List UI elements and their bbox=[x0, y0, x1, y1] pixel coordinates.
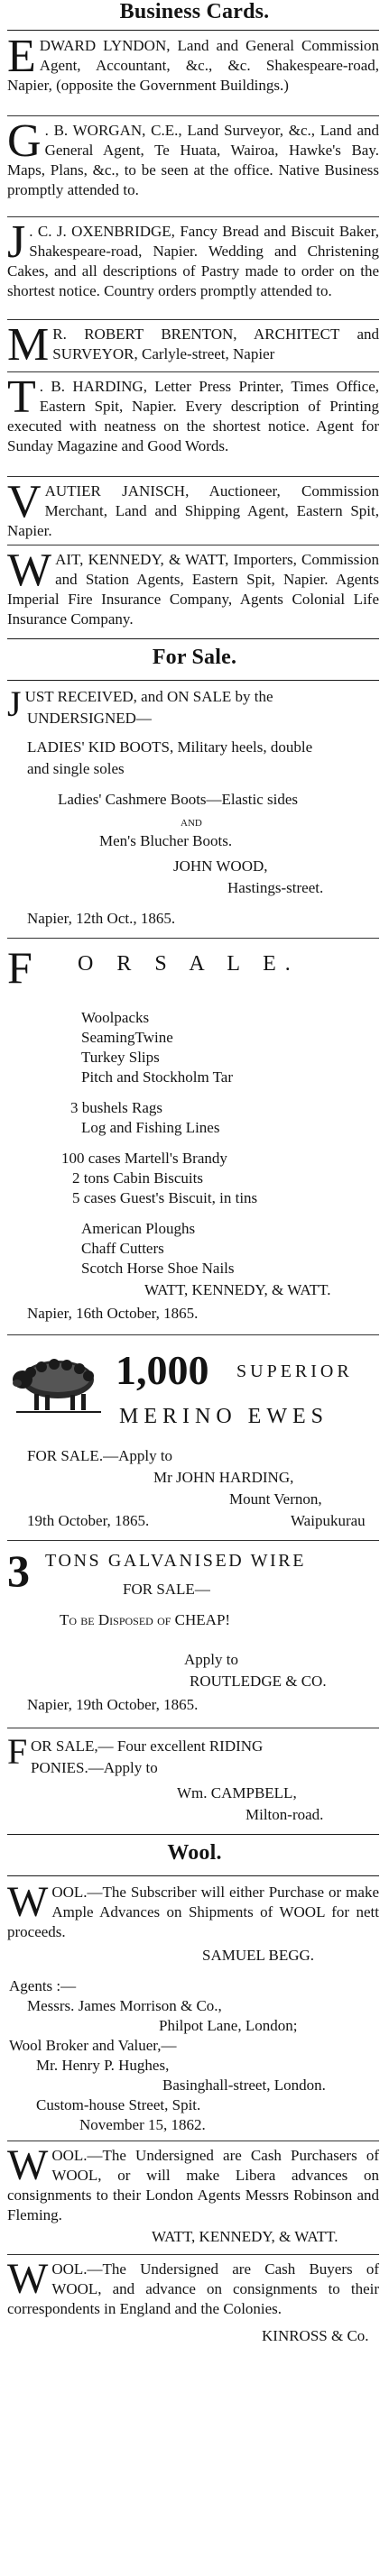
ad-text: PONIES.—Apply to bbox=[31, 1759, 158, 1776]
divider bbox=[7, 1875, 379, 1876]
card-text: DWARD LYNDON, Land and General Commission Agent, Accountant, &c., &c. Shakespeare-road, Napier, (opposite the Government Buildings.) bbox=[7, 37, 379, 94]
ad-text: AND bbox=[181, 818, 202, 829]
divider bbox=[7, 30, 379, 31]
ad-date: November 15, 1862. bbox=[79, 2116, 206, 2133]
ad-date: Napier, 12th Oct., 1865. bbox=[27, 910, 176, 927]
ad-text: OR SALE,— Four excellent RIDING bbox=[31, 1737, 264, 1755]
ad-signature: ROUTLEDGE & CO. bbox=[190, 1673, 327, 1690]
ad-text: OOL.—The Undersigned are Cash Purchasers of WOOL, or will make Libera advances on consignments to their London Agents Messrs Robinson and Fleming. bbox=[7, 2147, 379, 2223]
ad-text: Basinghall-street, London. bbox=[162, 2076, 326, 2094]
list-item: 3 bushels Rags bbox=[70, 1099, 162, 1116]
drop-cap: V bbox=[7, 476, 42, 527]
card-text: AUTIER JANISCH, Auctioneer, Commission Merchant, Land and Shipping Agent, Eastern Spit, Napier. bbox=[7, 482, 379, 539]
drop-cap: F bbox=[7, 1731, 28, 1772]
divider bbox=[7, 1834, 379, 1835]
ad-text: Men's Blucher Boots. bbox=[99, 832, 233, 849]
business-card bbox=[7, 115, 379, 207]
ad-text: FOR SALE— bbox=[123, 1581, 210, 1598]
ad-signature: KINROSS & Co. bbox=[262, 2327, 369, 2344]
drop-cap: F bbox=[7, 942, 32, 993]
ad-text: LADIES' KID BOOTS, Military heels, double bbox=[27, 738, 313, 756]
drop-cap: W bbox=[7, 1878, 49, 1926]
business-card bbox=[7, 476, 379, 541]
ad-text: Philpot Lane, London; bbox=[159, 2017, 298, 2034]
ad-text: UNDERSIGNED— bbox=[27, 710, 152, 727]
divider bbox=[7, 319, 379, 320]
drop-cap: J bbox=[7, 216, 26, 268]
ad-text: and single soles bbox=[27, 760, 125, 777]
ad-heading: O R S A L E. bbox=[78, 952, 300, 976]
drop-cap: W bbox=[7, 2255, 49, 2303]
section-title-wool: Wool. bbox=[167, 1841, 222, 1865]
list-item: 100 cases Martell's Brandy bbox=[61, 1150, 227, 1167]
card-text: . B. WORGAN, C.E., Land Surveyor, &c., Land and General Agent, Te Huata, Wairoa, Hawke's Bay. Maps, Plans, &c., to be seen at the office. Native Business promptly attended to. bbox=[7, 122, 379, 198]
ad-signature: Wm. CAMPBELL, bbox=[177, 1784, 297, 1801]
wool-ad bbox=[7, 2255, 379, 2323]
business-card bbox=[7, 545, 379, 629]
drop-cap: 3 bbox=[7, 1545, 30, 1596]
ad-address: Hastings-street. bbox=[227, 879, 324, 896]
divider bbox=[7, 115, 379, 116]
section-title-business-cards: Business Cards. bbox=[119, 0, 270, 23]
drop-cap: T bbox=[7, 371, 36, 423]
business-card bbox=[7, 371, 379, 472]
ad-signature: Mr JOHN HARDING, bbox=[153, 1469, 294, 1486]
ad-date: 19th October, 1865. bbox=[27, 1512, 150, 1529]
ad-signature: SAMUEL BEGG. bbox=[202, 1947, 315, 1964]
ad-text: FOR SALE.—Apply to bbox=[27, 1447, 173, 1464]
section-title-for-sale: For Sale. bbox=[152, 646, 237, 669]
list-item: Pitch and Stockholm Tar bbox=[81, 1068, 234, 1086]
ad-text: Apply to bbox=[184, 1651, 238, 1668]
divider bbox=[7, 1540, 379, 1541]
drop-cap: M bbox=[7, 319, 50, 371]
ad-heading: TONS GALVANISED WIRE bbox=[45, 1551, 307, 1571]
divider bbox=[7, 1334, 379, 1335]
ad-text: Agents :— bbox=[9, 1977, 77, 1994]
ad-text: Mr. Henry P. Hughes, bbox=[36, 2057, 170, 2074]
list-item: Chaff Cutters bbox=[81, 1240, 164, 1257]
ad-heading: MERINO EWES bbox=[119, 1405, 329, 1428]
card-text: . C. J. OXENBRIDGE, Fancy Bread and Biscuit Baker, Shakespeare-road, Napier. Wedding and Christening Cakes, and all descriptions of Pastry made to order on the shortest notice. Country orders promptly attended to. bbox=[7, 223, 379, 299]
ad-text: Custom-house Street, Spit. bbox=[36, 2096, 201, 2113]
ad-text: UST RECEIVED, and ON SALE by the bbox=[24, 688, 273, 705]
ad-text: Wool Broker and Valuer,— bbox=[9, 2037, 177, 2054]
business-card bbox=[7, 216, 379, 310]
ad-signature: WATT, KENNEDY, & WATT. bbox=[144, 1281, 331, 1298]
drop-cap: W bbox=[7, 2141, 49, 2189]
card-text: AIT, KENNEDY, & WATT, Importers, Commission and Station Agents, Eastern Spit, Napier. Agents Imperial Fire Insurance Company, Agents Colonial Life Insurance Company. bbox=[7, 551, 379, 628]
drop-cap: W bbox=[7, 545, 52, 596]
divider bbox=[7, 638, 379, 639]
list-item: Scotch Horse Shoe Nails bbox=[81, 1260, 235, 1277]
ad-address: Mount Vernon, bbox=[229, 1490, 322, 1508]
ad-text: Messrs. James Morrison & Co., bbox=[27, 1997, 222, 2014]
divider bbox=[7, 2254, 379, 2255]
ad-big-number: 1,000 bbox=[116, 1347, 209, 1393]
divider bbox=[7, 216, 379, 217]
ad-signature: JOHN WOOD, bbox=[173, 857, 268, 875]
list-item: 2 tons Cabin Biscuits bbox=[72, 1169, 203, 1187]
ad-address: Milton-road. bbox=[245, 1806, 324, 1823]
ad-date: Napier, 19th October, 1865. bbox=[27, 1696, 199, 1713]
list-item: American Ploughs bbox=[81, 1220, 196, 1237]
sheep-icon bbox=[11, 1352, 107, 1414]
ad-date: Napier, 16th October, 1865. bbox=[27, 1305, 199, 1322]
ad-text: To be Disposed of CHEAP! bbox=[60, 1611, 231, 1628]
ad-heading: SUPERIOR bbox=[236, 1361, 353, 1381]
ad-text: OOL.—The Undersigned are Cash Buyers of WOOL, and advance on consignments to their correspondents in England and the Colonies. bbox=[7, 2260, 379, 2317]
list-item: Turkey Slips bbox=[81, 1049, 160, 1066]
divider bbox=[7, 371, 379, 372]
business-card bbox=[7, 319, 379, 371]
card-text: . B. HARDING, Letter Press Printer, Times Office, Eastern Spit, Napier. Every description of Printing executed with neatness on the shortest notice. Agent for Sunday Magazine and Good Words. bbox=[7, 378, 379, 454]
divider bbox=[7, 476, 379, 477]
ad-address: Waipukurau bbox=[291, 1512, 366, 1529]
card-text: R. ROBERT BRENTON, ARCHITECT and SURVEYOR, Carlyle-street, Napier bbox=[52, 325, 379, 362]
drop-cap: J bbox=[7, 683, 22, 724]
wool-ad bbox=[7, 2141, 379, 2229]
divider bbox=[7, 938, 379, 939]
divider bbox=[7, 680, 379, 681]
list-item: Log and Fishing Lines bbox=[81, 1119, 220, 1136]
drop-cap: G bbox=[7, 115, 42, 167]
wool-ad bbox=[7, 1878, 379, 1946]
business-card bbox=[7, 31, 379, 108]
ad-text: OOL.—The Subscriber will either Purchase or make Ample Advances on Shipments of WOOL for nett proceeds. bbox=[7, 1884, 379, 1940]
list-item: SeamingTwine bbox=[81, 1029, 173, 1046]
list-item: 5 cases Guest's Biscuit, in tins bbox=[72, 1189, 258, 1206]
list-item: Woolpacks bbox=[81, 1009, 150, 1026]
ad-signature: WATT, KENNEDY, & WATT. bbox=[152, 2228, 338, 2245]
drop-cap: E bbox=[7, 31, 36, 82]
ad-text: Ladies' Cashmere Boots—Elastic sides bbox=[58, 791, 299, 808]
